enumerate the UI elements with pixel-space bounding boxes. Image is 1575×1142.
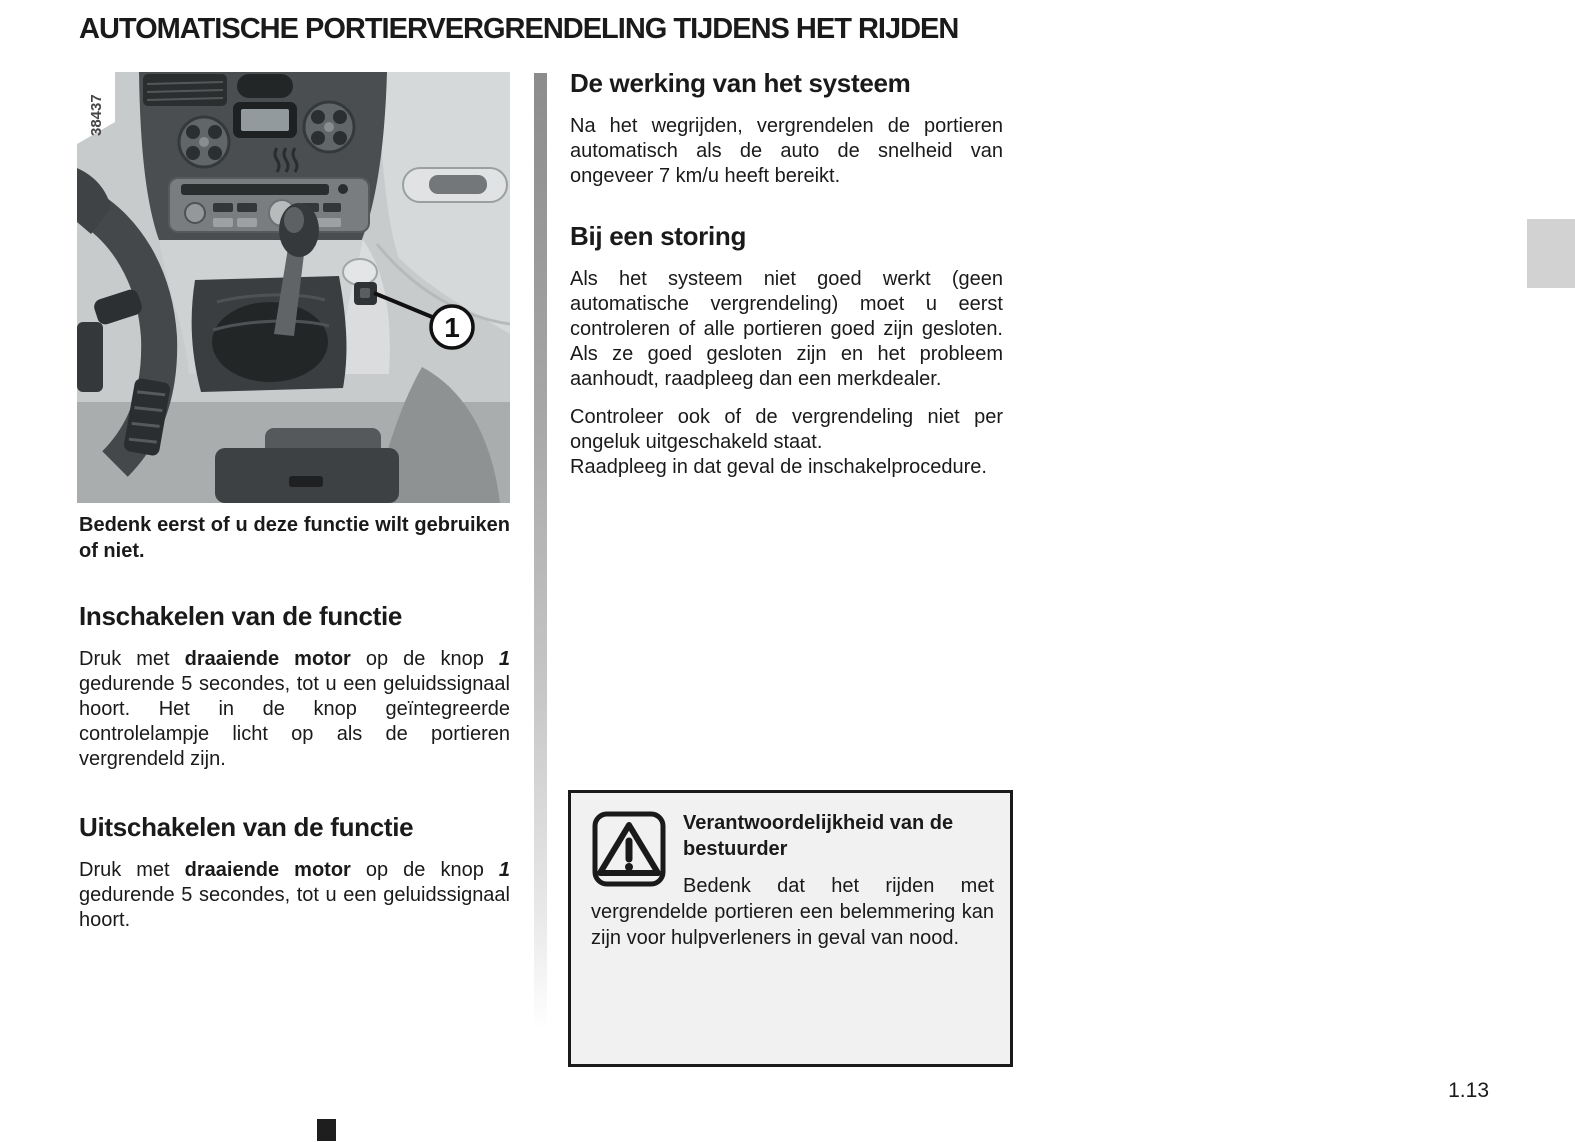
column-divider	[534, 73, 547, 1030]
climate-knob-right	[304, 102, 354, 152]
heading-storing: Bij een storing	[570, 221, 747, 251]
paragraph-inschakelen: Druk met draaiende motor op de knop 1 gedurende 5 secondes, tot u een geluidssignaal hoort. Het in de knop geïntegreerde controlelampje licht op als de portieren vergrendeld zijn.	[79, 648, 510, 770]
section-inschakelen	[79, 601, 510, 772]
paragraph-storing-3: Raadpleeg in dat geval de inschakelprocedure.	[570, 456, 987, 478]
heading-werking: De werking van het systeem	[570, 68, 911, 98]
paragraph-werking: Na het wegrijden, vergrendelen de portieren automatisch als de auto de snelheid van ongeveer 7 km/u heeft bereikt.	[570, 115, 1003, 187]
warning-box	[568, 790, 1013, 1067]
warning-triangle-icon	[591, 810, 667, 888]
left-column	[79, 601, 510, 946]
warning-heading: Verantwoordelijkheid van de bestuurder	[683, 812, 954, 860]
paragraph-storing-1: Als het systeem niet goed werkt (geen automatische vergrendeling) moet u eerst controleren of alle portieren goed zijn gesloten. Als ze goed gesloten zijn en het probleem aanhoudt, raadpleeg dan een merkdealer.	[570, 268, 1003, 390]
heading-inschakelen: Inschakelen van de functie	[79, 601, 403, 631]
warning-text: Bedenk dat het rijden met vergrendelde portieren een belemmering kan zijn voor hulpverleners in geval van nood.	[591, 875, 994, 949]
right-column	[570, 68, 1003, 493]
end-of-section-marker	[317, 1119, 336, 1141]
dashboard-photo	[77, 72, 510, 503]
page-title: AUTOMATISCHE PORTIERVERGRENDELING TIJDENS HET RIJDEN	[79, 13, 959, 45]
figure-caption: Bedenk eerst of u deze functie wilt gebruiken of niet.	[79, 514, 510, 562]
section-werking	[570, 68, 1003, 189]
section-uitschakelen	[79, 812, 510, 933]
page-number: 1.13	[1448, 1079, 1489, 1102]
photo-id-label: 38437	[88, 94, 105, 136]
chapter-tab	[1527, 219, 1575, 288]
armrest	[215, 448, 399, 503]
paragraph-storing-2: Controleer ook of de vergrendeling niet per ongeluk uitgeschakeld staat.	[570, 406, 1003, 453]
radio-unit	[169, 178, 369, 232]
dashboard-photo-illustration	[77, 72, 510, 503]
climate-knob-left	[179, 117, 229, 167]
section-storing	[570, 221, 1003, 480]
paragraph-uitschakelen: Druk met draaiende motor op de knop 1 gedurende 5 secondes, tot u een geluidssignaal hoort.	[79, 859, 510, 931]
callout-label: 1	[444, 312, 460, 343]
heading-uitschakelen: Uitschakelen van de functie	[79, 812, 414, 842]
center-vent	[237, 74, 293, 98]
